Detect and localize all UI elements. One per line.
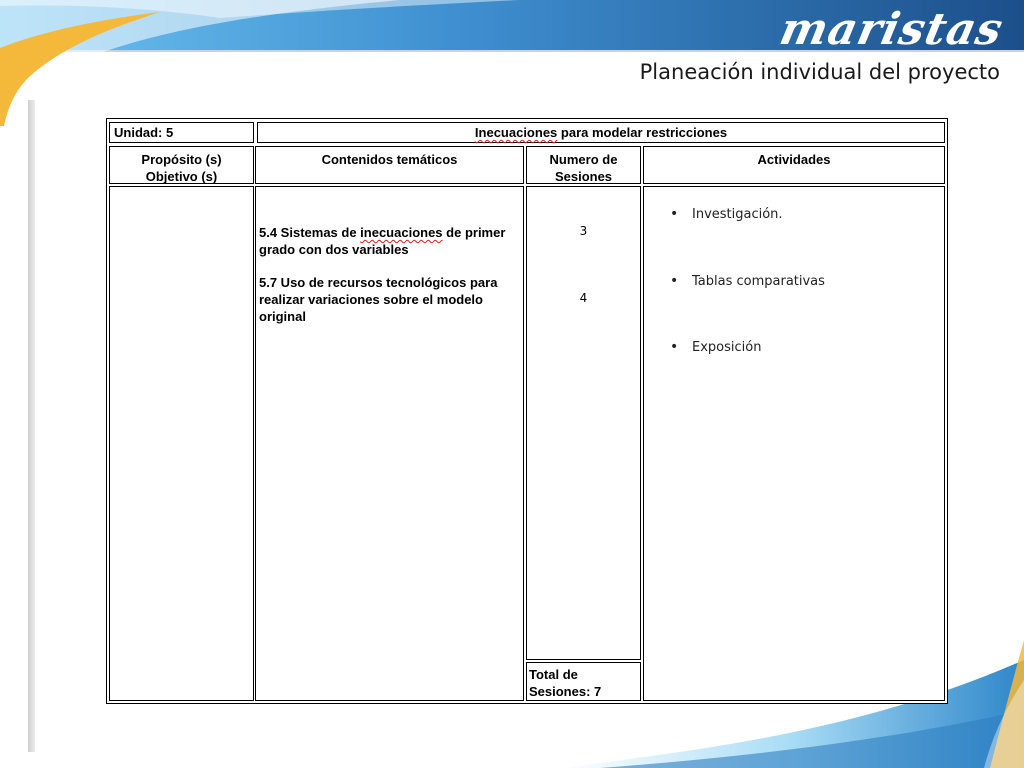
header-purpose-line2: Objetivo (s) [145, 169, 218, 184]
bullet-icon: • [670, 273, 679, 289]
maristas-logo: maristas [775, 4, 1008, 55]
activity-item [670, 273, 825, 289]
activity-item [670, 339, 762, 355]
content-item-1-flagged: inecuaciones [360, 225, 443, 240]
header-sessions-line2: Sesiones [554, 169, 613, 184]
sessions-cell [526, 186, 641, 660]
unit-label-cell [109, 122, 254, 143]
header-sessions-line1: Numero de [549, 152, 618, 167]
header-contents [255, 146, 524, 184]
header-purpose [109, 146, 254, 184]
header-sessions [526, 146, 641, 184]
activities-cell [643, 186, 945, 701]
activity-3-text: Exposición [692, 340, 762, 355]
unit-title-flagged-word: Inecuaciones [474, 125, 558, 140]
bullet-icon: • [670, 339, 679, 355]
bullet-icon: • [670, 206, 679, 222]
content-item-1-pre: 5.4 Sistemas de [259, 225, 361, 240]
unit-label: Unidad: 5 [114, 125, 174, 140]
content-item-1 [259, 224, 521, 258]
planning-table [106, 118, 948, 704]
slide-title: Planeación individual del proyecto [639, 60, 1000, 84]
purpose-cell [109, 186, 254, 701]
session-count-1: 3 [579, 224, 588, 238]
header-activities [643, 146, 945, 184]
unit-title-cell [257, 122, 945, 143]
contents-cell [255, 186, 524, 701]
left-side-bar [28, 100, 35, 752]
total-sessions-line1: Total de [529, 667, 578, 682]
content-item-1-post: de primer grado con dos variables [259, 225, 506, 257]
unit-title-rest: para modelar restricciones [557, 125, 728, 140]
total-sessions-line2: Sesiones: 7 [529, 684, 602, 699]
header-activities-label: Actividades [757, 152, 831, 167]
header-purpose-line1: Propósito (s) [141, 152, 222, 167]
content-item-2-text: 5.7 Uso de recursos tecnológicos para realizar variaciones sobre el modelo original [259, 275, 498, 324]
activity-2-text: Tablas comparativas [692, 274, 825, 289]
activity-item [670, 206, 783, 222]
total-sessions-cell [526, 662, 641, 701]
activity-1-text: Investigación. [692, 207, 783, 222]
content-item-2 [259, 274, 521, 325]
header-contents-label: Contenidos temáticos [321, 152, 458, 167]
session-count-2: 4 [579, 291, 588, 305]
